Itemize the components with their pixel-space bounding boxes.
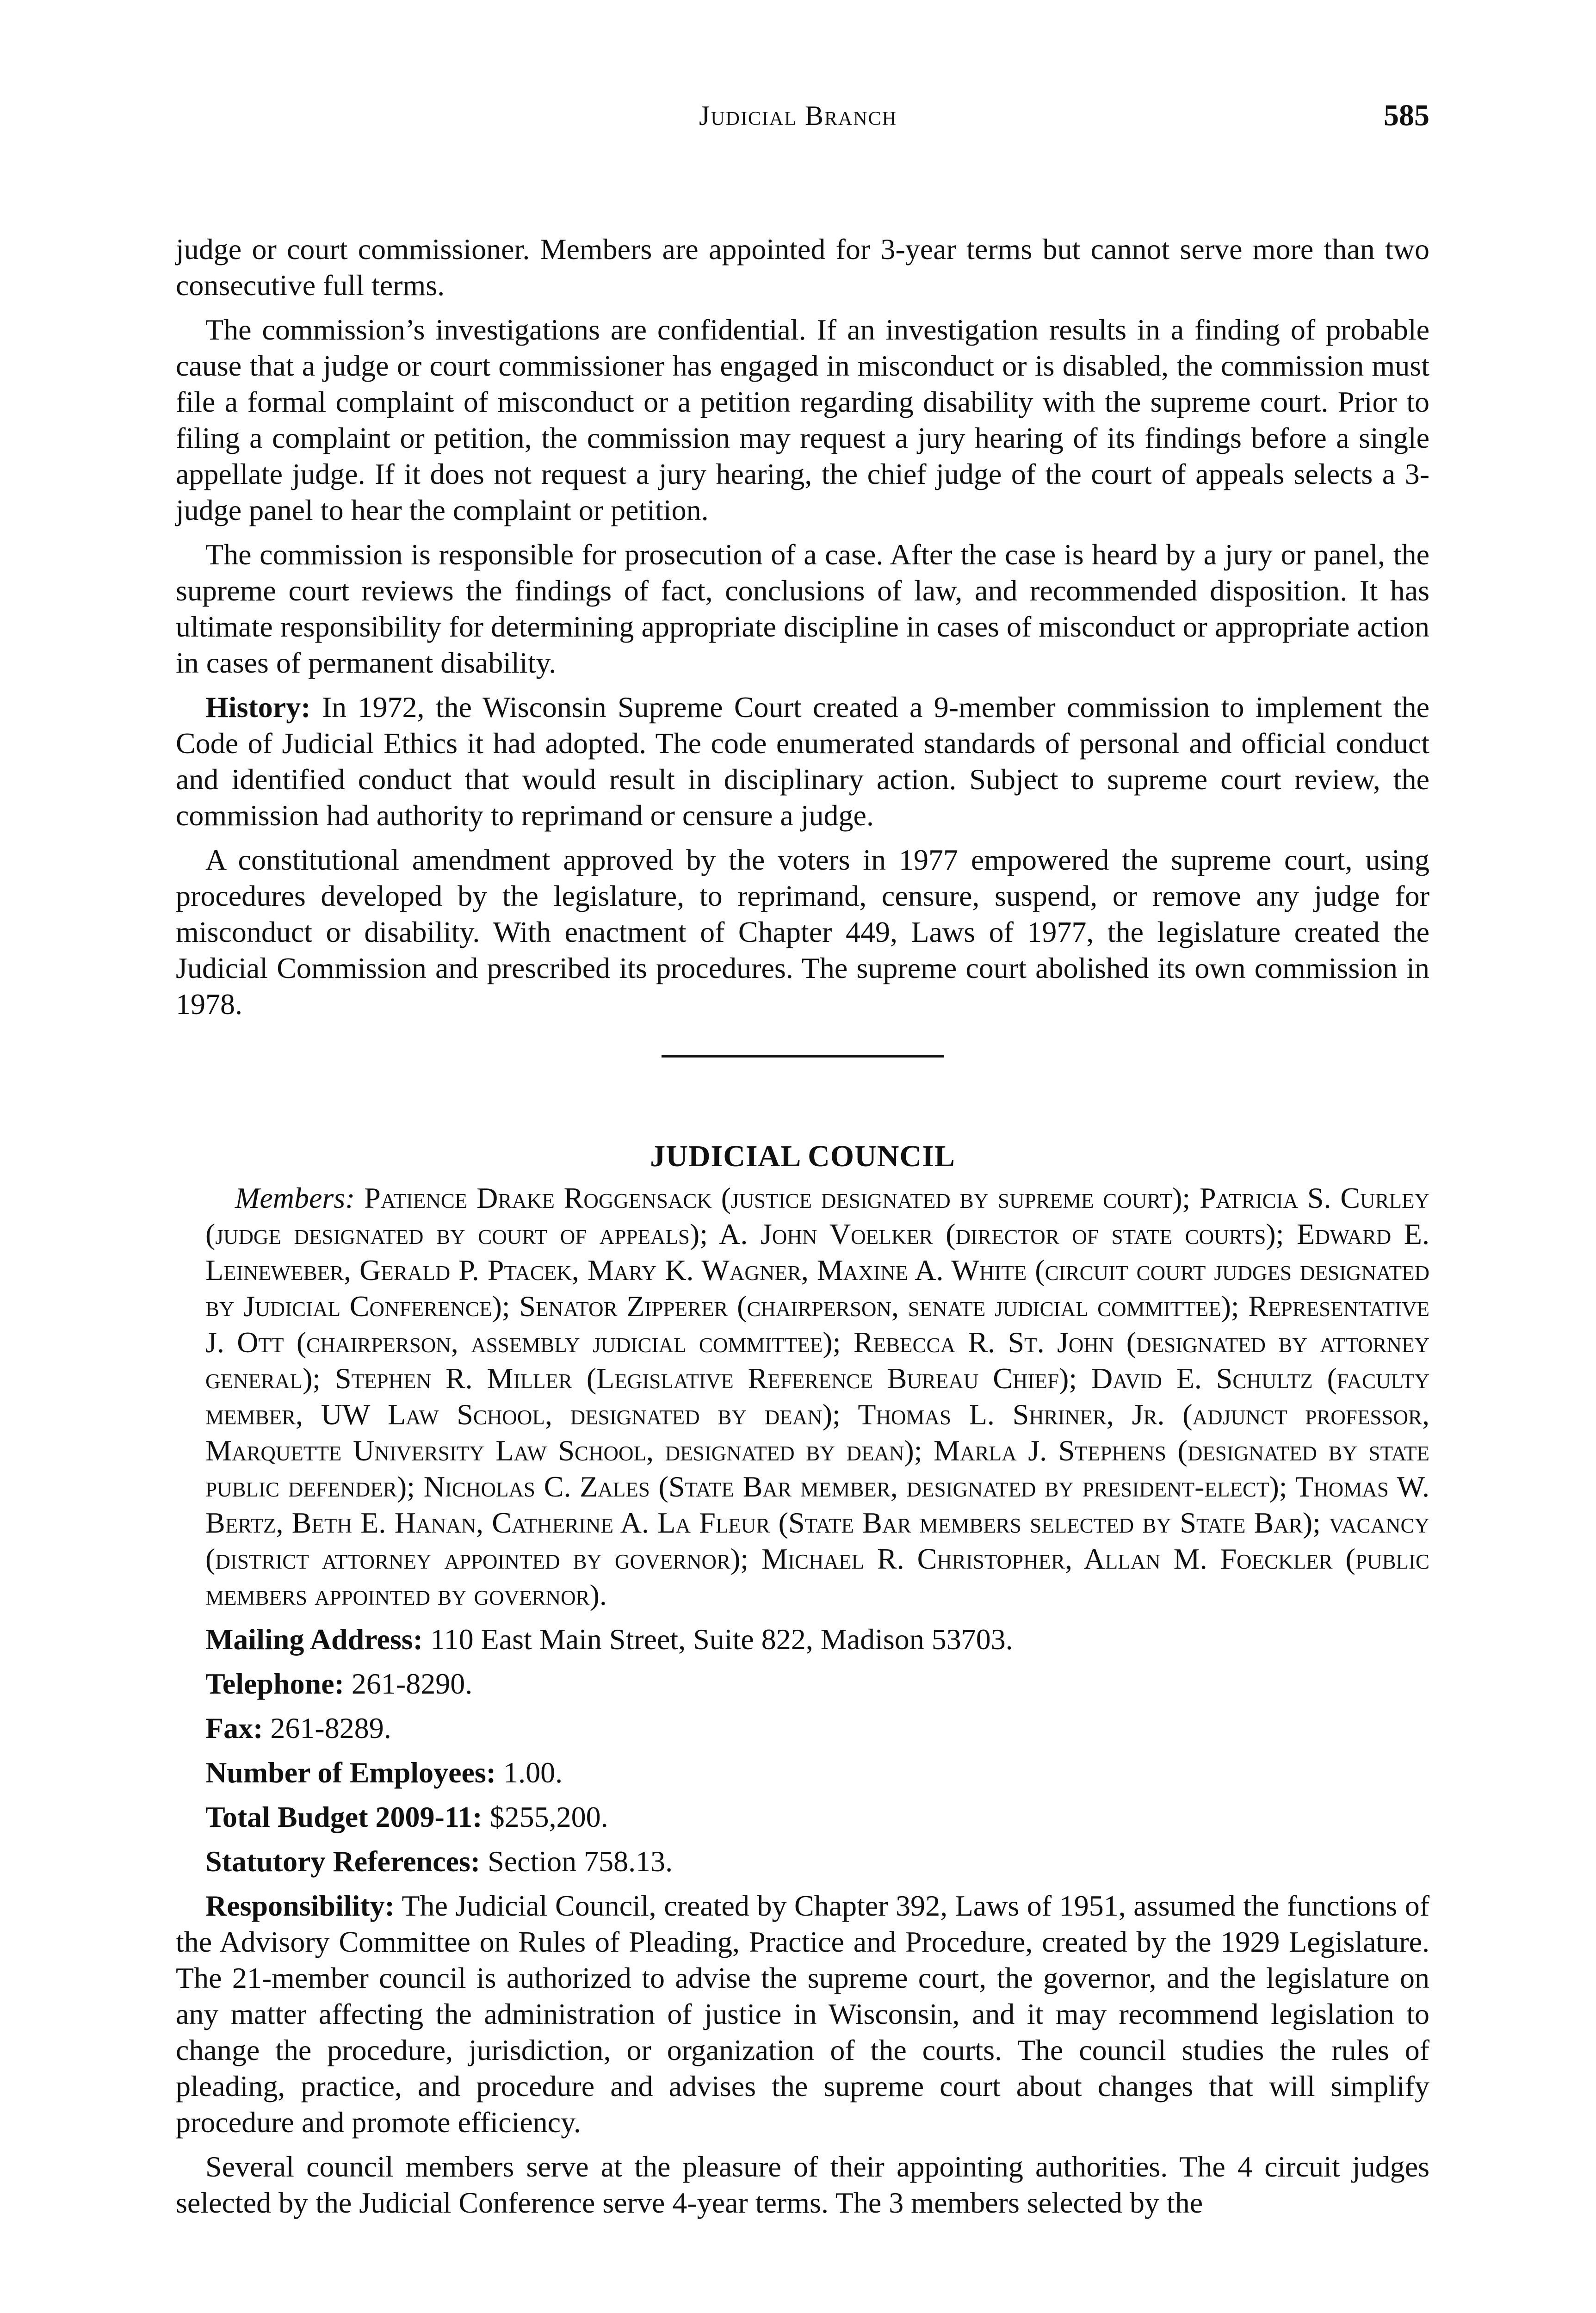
employees-value: 1.00. — [496, 1756, 563, 1789]
employees-label: Number of Employees: — [205, 1756, 496, 1789]
statutory-label: Statutory References: — [205, 1845, 481, 1878]
commission-paragraph-5: A constitutional amendment approved by the voters in 1977 empowered the supreme court, using procedures developed by the legislature, to reprimand, censure, suspend, or remove any judge for misconduct or disability. With enactment of Chapter 449, Laws of 1977, the legislature created the Judicial Commission and prescribed its procedures. The supreme court abolished its own commission in 1978. — [176, 843, 1429, 1020]
council-terms-paragraph: Several council members serve at the pleasure of their appointing authorities. The 4 circuit judges selected by the Judicial Conference serve 4-year terms. The 3 members selected by the — [176, 2150, 1429, 2219]
statutory-value: Section 758.13. — [480, 1845, 673, 1878]
history-label: History: — [205, 691, 311, 724]
members-paragraph — [176, 1180, 1429, 1613]
statutory-references — [176, 1843, 1429, 1880]
fax-value: 261-8289. — [263, 1712, 391, 1744]
body-text — [176, 231, 1429, 2229]
mailing-address-value: 110 East Main Street, Suite 822, Madison 53703. — [423, 1623, 1013, 1656]
page-number: 585 — [1384, 99, 1429, 132]
budget-label: Total Budget 2009-11: — [205, 1800, 483, 1833]
members-text: Patience Drake Roggensack (justice designated by supreme court); Patricia S. Curley (judge designated by court of appeals); A. John Voelker (director of state courts); Edward E. Leineweber, Gerald P. Ptacek, Mary K. Wagner, Maxine A. White (circuit court judges designated by Judicial Conference); Senator Zipperer (chairperson, senate judicial committee); Representative J. Ott (chairperson, assembly judicial committee); Rebecca R. St. John (designated by attorney general); Stephen R. Miller (Legislative Reference Bureau Chief); David E. Schultz (faculty member, UW Law School, designated by dean); Thomas L. Shriner, Jr. (adjunct professor, Marquette University Law School, designated by dean); Marla J. Stephens (designated by state public defender); Nicholas C. Zales (State Bar member, designated by president-elect); Thomas W. Bertz, Beth E. Hanan, Catherine A. La Fleur (State Bar members selected by State Bar); vacancy (district attorney appointed by governor); Michael R. Christopher, Allan M. Foeckler (public members appointed by governor). — [205, 1181, 1429, 1611]
running-header — [0, 95, 1596, 136]
fax — [176, 1710, 1429, 1746]
responsibility-label: Responsibility: — [205, 1889, 395, 1922]
responsibility-paragraph — [176, 1888, 1429, 2140]
section-divider — [662, 1055, 944, 1058]
telephone-value: 261-8290. — [344, 1667, 473, 1700]
commission-paragraph-2: The commission’s investigations are confidential. If an investigation results in a finding of probable cause that a judge or court commissioner has engaged in misconduct or is disabled, the commission must file a formal complaint of misconduct or a petition regarding disability with the supreme court. Prior to filing a complaint or petition, the commission may request a jury hearing of its findings before a single appellate judge. If it does not request a jury hearing, the chief judge of the court of appeals selects a 3-judge panel to hear the complaint or petition. — [176, 313, 1429, 526]
telephone-label: Telephone: — [205, 1667, 344, 1700]
budget-value: $255,200. — [482, 1800, 608, 1833]
commission-paragraph-3: The commission is responsible for prosecution of a case. After the case is heard by a jury or panel, the supreme court reviews the findings of fact, conclusions of law, and recommended disposition. It has ultimate responsibility for determining appropriate discipline in cases of misconduct or appropriate action in cases of permanent disability. — [176, 538, 1429, 679]
commission-paragraph-1: judge or court commissioner. Members are appointed for 3-year terms but cannot serve more than two consecutive full terms. — [176, 233, 1429, 302]
fax-label: Fax: — [205, 1712, 263, 1744]
commission-history-paragraph — [176, 689, 1429, 834]
mailing-address — [176, 1621, 1429, 1657]
number-of-employees — [176, 1755, 1429, 1791]
total-budget — [176, 1799, 1429, 1835]
telephone — [176, 1666, 1429, 1702]
history-text: In 1972, the Wisconsin Supreme Court created a 9-member commission to implement the Code of Judicial Ethics it had adopted. The code enumerated standards of personal and official conduct and identified conduct that would result in disciplinary action. Subject to supreme court review, the commission had authority to reprimand or censure a judge. — [176, 691, 1429, 832]
section-title: JUDICIAL COUNCIL — [650, 1139, 955, 1173]
responsibility-text: The Judicial Council, created by Chapter 392, Laws of 1951, assumed the functions of the Advisory Committee on Rules of Pleading, Practice and Procedure, created by the 1929 Legislature. The 21-member council is authorized to advise the supreme court, the governor, and the legislature on any matter affecting the administration of justice in Wisconsin, and it may recommend legislation to change the procedure, jurisdiction, or organization of the courts. The council studies the rules of pleading, practice, and procedure and advises the supreme court about changes that will simplify procedure and promote efficiency. — [176, 1889, 1429, 2139]
mailing-address-label: Mailing Address: — [205, 1623, 423, 1656]
members-label: Members: — [235, 1181, 355, 1214]
running-title: Judicial Branch — [699, 100, 897, 131]
